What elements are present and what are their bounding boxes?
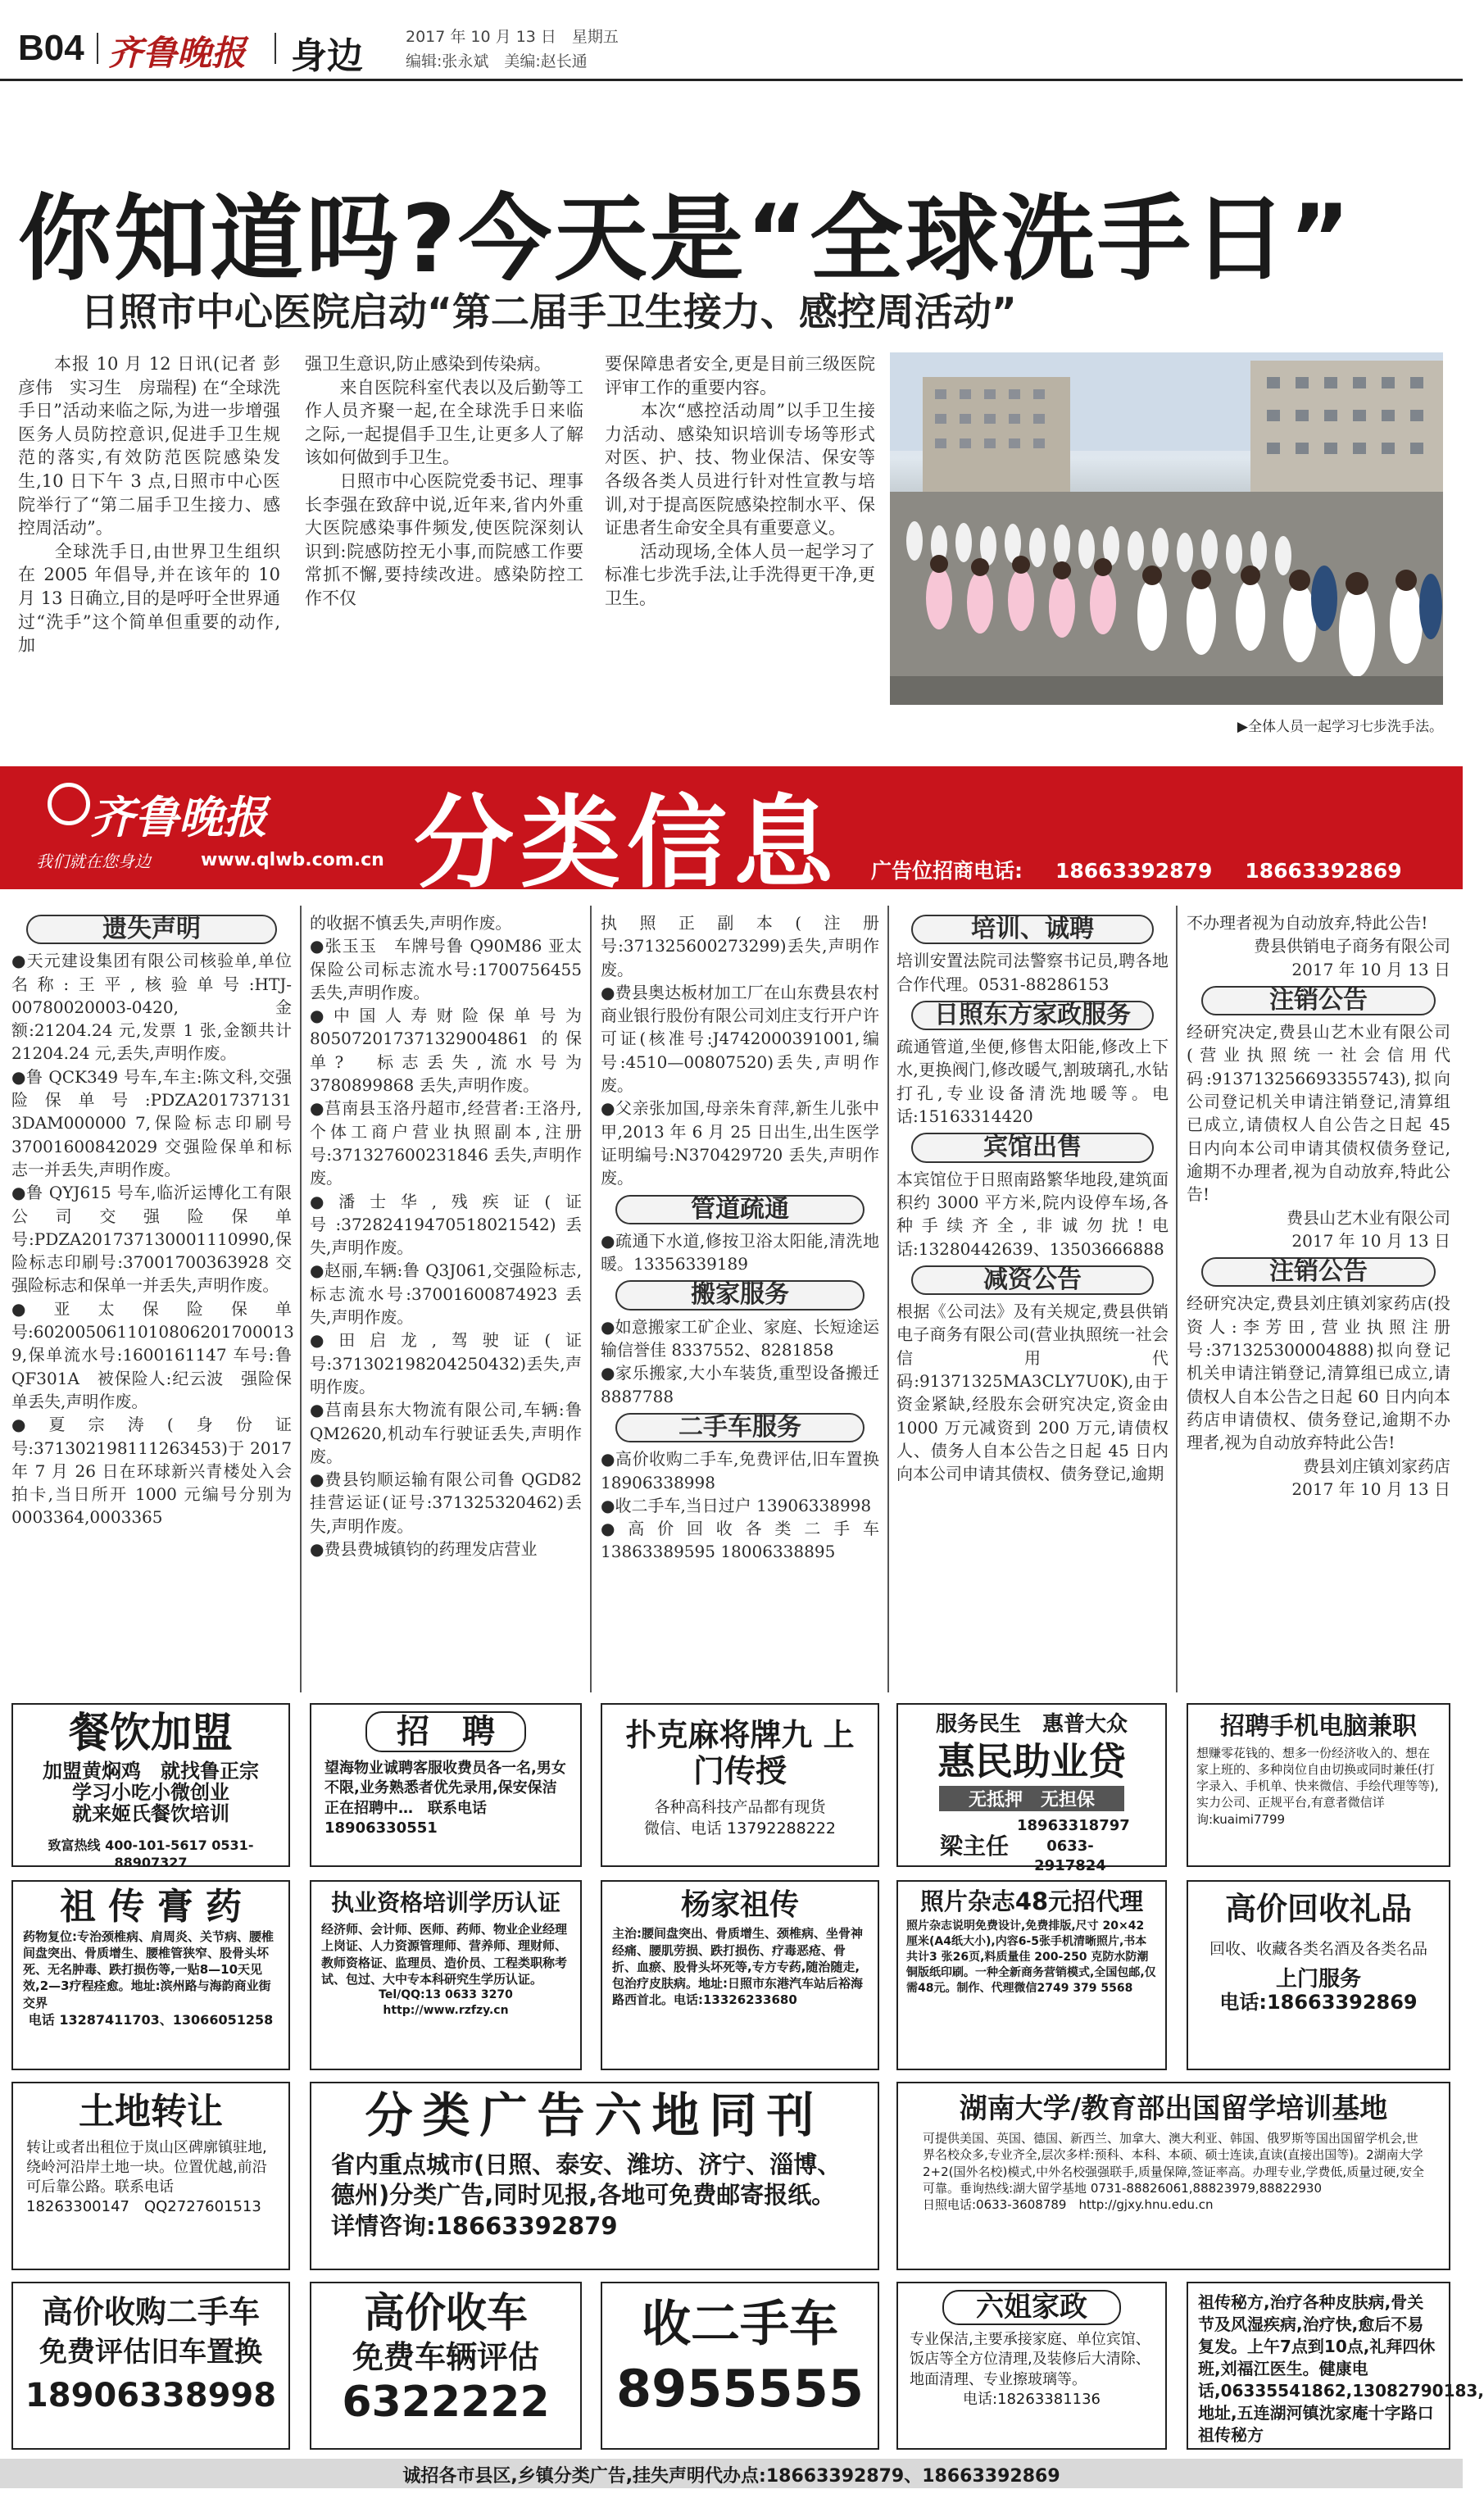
ad-phone: 致富热线 400-101-5617 0531-88907327 xyxy=(48,1837,254,1871)
notice-signature: 费县刘庄镇刘家药店 xyxy=(1303,1456,1450,1476)
list-item: ●收二手车,当日过户 13906338998 xyxy=(601,1495,872,1515)
banner-slogan: 我们就在您身边 xyxy=(36,852,151,871)
ad-body: 可提供美国、英国、德国、新西兰、加拿大、澳大利亚、韩国、俄罗斯等国出国留学机会,世界名校众多,专业齐全,层次多样:预科、本科、本硕、硕士连读,直读(直接出国等)。2湖南大学2+2(国外名校)模式,中外名校强强联手,质量保障,签证率高。办理专业,学费低,质量过硬,安全可靠。垂询热线:湖大留学基地 0731-88826061,88823979,88822930 xyxy=(923,2131,1424,2196)
ad-title: 高价回收礼品 xyxy=(1224,1891,1412,1927)
ad-part-time-job[interactable] xyxy=(1187,1703,1450,1867)
list-item: ●亚太保险保单号:6020050611010806201700013 9,保单流水号:1600161147 车号:鲁 QF301A 被保险人:纪云波 强险保单丢失,声明作废。 xyxy=(11,1298,294,1411)
list-item: 根据《公司法》及有关规定,费县供销电子商务有限公司(营业执照统一社会信用代码:91371325MA3CLY7U0K),由于资金紧缺,经股东会研究决定,资金由 1000 万元减资到 200 万元,请债权人、债务人自本公告之日起 45 日内向本公司申请其债权、债务登记,逾期 xyxy=(896,1301,1169,1484)
article-column-3: 要保障患者安全,更是目前三级医院评审工作的重要内容。 本次“感控活动周”以手卫生接力活动、感染知识培训专场等形式对医、护、技、物业保洁、保安等各级各类人员进行针对性宣教与培训,对于提高医院感染控制水平、保证患者生命安全具有重要意义。 活动现场,全体人员一起学习了标准七步洗手法,让手洗得更干净,更卫生。 xyxy=(605,354,875,608)
pipe-cleaning-heading: 管道疏通 xyxy=(615,1195,865,1224)
list-item: ●潘士华,残疾证(证号:37282419470518021542)丢失,声明作废。 xyxy=(310,1191,582,1258)
hotel-sale-heading: 宾馆出售 xyxy=(911,1133,1154,1162)
notice-signature: 费县山艺木业有限公司 xyxy=(1287,1207,1450,1228)
list-item: 的收据不慎丢失,声明作废。 xyxy=(310,913,512,933)
list-item: ●中国人寿财险保单号为 805072017371329004861 的保单? 标志丢失,流水号为 3780899868 丢失,声明作废。 xyxy=(310,1006,582,1096)
ad-phone: 电话:18263381136 xyxy=(962,2390,1101,2408)
ad-car-purchase[interactable] xyxy=(310,2282,582,2450)
phone-label: 广告位招商电话: xyxy=(871,859,1023,883)
ad-title: 祖 传 膏 药 xyxy=(60,1886,242,1928)
ad-body: 专业保洁,主要承接家庭、单位宾馆、饭店等全方位清理,及装修后大清除、地面清理、专业擦玻璃等。 xyxy=(910,2331,1150,2388)
ad-line: 免费车辆评估 xyxy=(352,2338,539,2375)
used-car-heading: 二手车服务 xyxy=(615,1413,865,1442)
header-rule xyxy=(0,79,1463,81)
notice-date: 2017 年 10 月 13 日 xyxy=(1291,959,1450,979)
list-item: 疏通管道,坐便,修售太阳能,修改上下水,更换阀门,修改暖气,割玻璃孔,水钻打孔,专业设备清洗地暖等。电话:15163314420 xyxy=(896,1037,1169,1127)
ad-study-abroad[interactable] xyxy=(896,2082,1450,2270)
article-subhead: 日照市中心医院启动“第二届手卫生接力、感控周活动” xyxy=(80,290,1017,335)
ad-title: 招聘手机电脑兼职 xyxy=(1220,1712,1417,1741)
list-item: ●鲁 QYJ615 号车,临沂运博化工有限公司交强险保单号:PDZA201737130001110990,保险标志印刷号:37001700363928 交强险标志和保单一并丢失,声明作废。 xyxy=(11,1183,292,1296)
ad-phone: 微信、电话 13792288222 xyxy=(643,1819,836,1838)
notice-date: 2017 年 10 月 13 日 xyxy=(1291,1479,1450,1499)
ad-title: 杨家祖传 xyxy=(680,1888,799,1922)
ad-title: 扑克麻将牌九 上门传授 xyxy=(625,1717,855,1789)
list-item: 执照正副本(注册号:371325600273299)丢失,声明作废。 xyxy=(601,913,879,979)
banner-phone xyxy=(871,855,1402,884)
phone-1: 18663392879 xyxy=(1055,859,1213,883)
housekeeping-heading: 日照东方家政服务 xyxy=(911,1001,1154,1030)
ad-line: 加盟黄焖鸡 就找鲁正宗 xyxy=(43,1759,259,1783)
list-item: ●莒南县东大物流有限公司,车辆:鲁 QM2620,机动车行驶证丢失,声明作废。 xyxy=(310,1400,582,1466)
list-item: ●疏通下水道,修按卫浴太阳能,清洗地暖。13356339189 xyxy=(601,1230,879,1274)
ad-phone: 18906338998 xyxy=(25,2377,277,2415)
ad-line: 服务民生 惠普大众 xyxy=(935,1712,1128,1737)
ad-mahjong-teaching[interactable] xyxy=(601,1703,879,1867)
ad-second-hand-car[interactable] xyxy=(601,2282,879,2450)
ad-phone: 电话 13287411703、13066051258 xyxy=(28,2011,274,2028)
classified-column-2 xyxy=(310,911,582,1698)
ad-title: 餐饮加盟 xyxy=(69,1709,233,1756)
deregistration-heading: 注销公告 xyxy=(1201,1257,1436,1287)
ad-body: 回收、收藏各类名酒及各类名品 xyxy=(1209,1939,1427,1958)
ad-line: 上门服务 xyxy=(1275,1967,1361,1992)
article-photo xyxy=(890,352,1443,705)
classified-column-4 xyxy=(896,910,1169,1697)
list-item: ●夏宗涛(身份证号:371302198111263453)于 2017 年 7 月 26 日在环球新兴青楼处入会拍卡,当日所开 1000 元编号分别为 0003364,0003365 xyxy=(11,1415,292,1528)
ad-land-transfer[interactable] xyxy=(11,2082,290,2270)
moving-service-heading: 搬家服务 xyxy=(615,1280,865,1310)
ad-family-remedy[interactable] xyxy=(601,1880,879,2070)
ad-body: 望海物业诚聘客服收费员各一名,男女不限,业务熟悉者优先录用,保安保洁正在招聘中… 联系电话 18906330551 xyxy=(324,1760,566,1837)
list-item: ●鲁 QCK349 号车,车主:陈文科,交强险保单号:PDZA201737131 3DAM000000 7,保险标志印刷号 37001600842029 交强险保单和标志一并丢失,声明作废。 xyxy=(11,1066,292,1179)
article-column-2: 强卫生意识,防止感染到传染病。 来自医院科室代表以及后勤等工作人员齐聚一起,在全球洗手日来临之际,一起提倡手卫生,让更多人了解该如何做到手卫生。 日照市中心医院党委书记、理事长李强在致辞中说,近年来,省内外重大医院感染事件频发,使医院深刻认识到:院感防控无小事,而院感工作要常抓不懈,要持续改进。感染防控工作不仅 xyxy=(305,354,583,608)
phone-2: 18663392869 xyxy=(1245,859,1402,883)
ad-title: 照片杂志48元招代理 xyxy=(919,1887,1144,1915)
ad-phone: 电话:18663392869 xyxy=(1219,1990,1418,2014)
ad-skin-remedy[interactable] xyxy=(1187,2282,1484,2450)
column-rule xyxy=(300,906,302,1692)
ad-body: 主治:腰间盘突出、骨质增生、颈椎病、坐骨神经痛、腰肌劳损、跌打损伤、疗毒恶疮、骨折、血瘀、股骨头坏死等,专方专药,随治随走,包治疗皮肤病。地址:日照市东港汽车站后裕海路西首北。电话:13326233680 xyxy=(612,1926,864,2008)
ad-title: 高价收车 xyxy=(364,2289,528,2337)
ad-body: 祖传秘方,治疗各种皮肤病,骨关节及风湿疾病,治疗快,愈后不易复发。上午7点到10点,礼拜四休班,刘福江医生。健康电话,06335541862,13082790183,地址,五连湖河镇沈家庵十字路口祖传秘方 xyxy=(1198,2292,1484,2445)
article-headline: 你知道吗?今天是“全球洗手日” xyxy=(18,184,1353,293)
list-item: 经研究决定,费县山艺木业有限公司(营业执照统一社会信用代码:913713256693355743),拟向公司登记机关申请注销登记,清算组已成立,请债权人自公告之日起 45 日内向本公司申请其债权债务登记,逾期不办理者,视为自动放弃,特此公告! xyxy=(1187,1022,1450,1205)
deregistration-heading: 注销公告 xyxy=(1201,986,1436,1015)
newspaper-brand: 齐鲁晚报 xyxy=(108,33,247,73)
list-item: ●田启龙,驾驶证(证号:371302198204250432)丢失,声明作废。 xyxy=(310,1330,582,1397)
ad-body: 照片杂志说明免费设计,免费排版,尺寸 20×42 厘米(A4纸大小),内容6-5张手机清晰照片,书本共计3 张26页,料质量佳 200-250 克防水防潮铜版纸印刷。一种全新商务营销模式,全国包邮,仅需48元。制作、代理微信2749 379 5568 xyxy=(906,1919,1156,1995)
list-item: 培训安置法院司法警察书记员,聘各地合作代理。0531-88286153 xyxy=(896,951,1169,994)
ad-certification-training[interactable] xyxy=(310,1880,582,2070)
list-item: ●费县奥达板材加工厂在山东费县农村商业银行股份有限公司刘庄支行开户许可证(核准号:J4742000391001,编号:4510—00807520)丢失,声明作废。 xyxy=(601,982,879,1096)
ad-title: 土地转让 xyxy=(79,2091,223,2133)
notice-signature: 费县供销电子商务有限公司 xyxy=(1254,936,1450,956)
ad-body: 想赚零花钱的、想多一份经济收入的、想在家上班的、多种岗位自由切换或同时兼任(打字录入、手机单、快来微信、手绘代理等等),实力公司、正规平台,有意者微信详询:kuaimi7799 xyxy=(1196,1745,1439,1827)
page-number: B04 xyxy=(18,28,84,68)
list-item: 本宾馆位于日照南路繁华地段,建筑面积约 3000 平方米,院内设停车场,各种手续齐全,非诚勿扰!电话:13280442639、13503666888 xyxy=(896,1169,1169,1259)
classified-banner xyxy=(0,766,1463,902)
editors: 编辑:张永斌 美编:赵长通 xyxy=(406,52,588,70)
list-item: ●莒南县玉洛丹超市,经营者:王洛丹,个体工商户营业执照副本,注册号:371327600231846 丢失,声明作废。 xyxy=(310,1098,582,1188)
ad-used-car-purchase[interactable] xyxy=(11,2282,290,2450)
ad-title: 湖南大学/教育部出国留学培训基地 xyxy=(959,2092,1388,2125)
ad-body: 药物复位:专治颈椎病、肩周炎、关节病、腰椎间盘突出、骨质增生、腰椎管狭窄、股骨头坏死、无名肿毒、跌打损伤等,一贴8—10天见效,2—3疗程痊愈。地址:滨州路与海韵商业街交界 xyxy=(23,1928,275,2010)
list-item: ●张玉玉 车牌号鲁 Q90M86 亚太保险公司标志流水号:1700756455 丢失,声明作废。 xyxy=(310,936,582,1002)
ad-phone: 日照电话:0633-3608789 http://gjxy.hnu.edu.cn xyxy=(923,2197,1214,2213)
ad-title: 高价收购二手车 xyxy=(41,2294,260,2330)
notice-date: 2017 年 10 月 13 日 xyxy=(1291,1230,1450,1251)
lost-notice-heading: 遗失声明 xyxy=(26,915,277,944)
ad-contact-name: 梁主任 xyxy=(939,1832,1009,1860)
issue-date: 2017 年 10 月 13 日 星期五 xyxy=(406,28,619,46)
footer-notice: 诚招各市县区,乡镇分类广告,挂失声明代办点:18663392879、18663392869 xyxy=(0,2459,1463,2488)
ad-loan[interactable] xyxy=(896,1703,1167,1875)
list-item: ●高价收购二手车,免费评估,旧车置换 18906338998 xyxy=(601,1449,879,1492)
list-item: ●天元建设集团有限公司核验单,单位名称:王平,核验单号:HTJ-00780020003-0420,金额:21204.24 元,发票 1 张,金额共计 21204.24 元,丢失,声明作废。 xyxy=(11,951,292,1064)
column-rule xyxy=(887,906,889,1692)
ad-body: 经济师、会计师、医师、药师、物业企业经理上岗证、人力资源管理师、营养师、理财师、教师资格证、监理员、造价员、工程类职称考试、包过、大中专本科研究生学历认证。 xyxy=(321,1922,568,1987)
ad-photo-magazine[interactable] xyxy=(896,1880,1167,2070)
section-title: 身边 xyxy=(291,35,363,77)
ad-line: 无抵押 无担保 xyxy=(939,1786,1124,1811)
ad-phone: 18963318797 0633-2917824 xyxy=(1017,1817,1130,1875)
banner-url[interactable]: www.qlwb.com.cn xyxy=(201,850,384,870)
ad-title: 六姐家政 xyxy=(942,2290,1121,2325)
ad-body: 省内重点城市(日照、泰安、潍坊、济宁、淄博、德州)分类广告,同时见报,各地可免费邮寄报纸。详情咨询:18663392879 xyxy=(331,2150,842,2241)
list-item: ●赵丽,车辆:鲁 Q3J061,交强险标志,标志流水号:37001600874923 丢失,声明作废。 xyxy=(310,1261,582,1328)
brand-logo-icon xyxy=(48,783,90,825)
list-item: ●父亲张加国,母亲朱育萍,新生儿张中甲,2013 年 6 月 25 日出生,出生医学证明编号:N370429720 丢失,声明作废。 xyxy=(601,1098,879,1188)
header-divider xyxy=(97,33,98,64)
column-rule xyxy=(590,906,592,1692)
ad-title: 执业资格培训学历认证 xyxy=(330,1889,560,1916)
classified-column-1 xyxy=(11,910,292,1697)
ad-phone: 8955555 xyxy=(616,2359,864,2419)
handwashing-crowd-photo xyxy=(890,352,1443,705)
list-item: 经研究决定,费县刘庄镇刘家药店(投资人:李芳田,营业执照注册号:371325300004888)拟向登记机关申请注销登记,清算组已成立,请债权人自本公告之日起 60 日内向本药店申请债权、债务登记,逾期不办理者,视为自动放弃特此公告! xyxy=(1187,1293,1450,1453)
ad-line: 免费评估旧车置换 xyxy=(39,2335,262,2369)
ad-plaster-medicine[interactable] xyxy=(11,1880,290,2070)
ad-line: 学习小吃小微创业 xyxy=(72,1780,229,1804)
training-heading: 培训、诚聘 xyxy=(911,915,1154,944)
ad-title: 惠民助业贷 xyxy=(937,1738,1126,1783)
ad-body: 各种高科技产品都有现货 xyxy=(654,1798,826,1817)
ad-title: 收二手车 xyxy=(642,2296,838,2353)
list-item: ●费县费城镇钧的药理发店营业 xyxy=(310,1539,538,1560)
banner-brand: 齐鲁晚报 xyxy=(90,791,267,843)
capital-reduction-heading: 减资公告 xyxy=(911,1265,1154,1295)
ad-body: 转让或者出租位于岚山区碑廓镇驻地,绕岭河沿岸土地一块。位置优越,前沿可后靠公路。联系电话 18263300147 QQ2727601513 xyxy=(26,2138,267,2216)
ad-phone: 6322222 xyxy=(342,2378,550,2428)
ad-gift-recycling[interactable] xyxy=(1187,1880,1450,2070)
article-column-1: 本报 10 月 12 日讯(记者 彭彦伟 实习生 房瑞程) 在“全球洗手日”活动来临之际,为进一步增强医务人员防控意识,促进手卫生规范的落实,有效防范医院感染发生,10 日下午 3 点,日照市中心医院举行了“第二届手卫生接力、感控周活动”。 全球洗手日,由世界卫生组织在 2005 年倡导,并在该年的 10 月 13 日确立,目的是呼吁全世界通过“洗手”这个简单但重要的动作,加 xyxy=(18,354,280,656)
ad-title: 招 聘 xyxy=(365,1711,526,1752)
list-item: ●家乐搬家,大小车装货,重型设备搬迁 8887788 xyxy=(601,1363,879,1406)
classified-column-5 xyxy=(1187,911,1450,1698)
header-divider xyxy=(275,33,276,64)
ad-recruitment[interactable] xyxy=(310,1703,582,1867)
list-item: ●如意搬家工矿企业、家庭、长短途运输信誉佳 8337552、8281858 xyxy=(601,1316,879,1360)
banner-title: 分类信息 xyxy=(414,785,840,902)
ad-title: 分类广告六地同刊 xyxy=(365,2087,824,2143)
ad-line: 就来姬氏餐饮培训 xyxy=(72,1802,229,1826)
ad-phone: Tel/QQ:13 0633 3270 http://www.rzfzy.cn xyxy=(379,1988,524,2018)
column-rule xyxy=(1176,906,1178,1692)
classified-column-3 xyxy=(601,911,879,1698)
list-item: ●高价回收各类二手车 13863389595 18006338895 xyxy=(601,1519,879,1562)
ad-classified-six-cities[interactable] xyxy=(310,2082,879,2270)
list-item: 不办理者视为自动放弃,特此公告! xyxy=(1187,913,1428,933)
list-item: ●费县钧顺运输有限公司鲁 QGD82 挂营运证(证号:371325320462)丢失,声明作废。 xyxy=(310,1469,582,1536)
ad-catering-franchise[interactable] xyxy=(11,1703,290,1871)
photo-caption: ▶全体人员一起学习七步洗手法。 xyxy=(1237,719,1443,735)
ad-housekeeping[interactable] xyxy=(896,2282,1167,2450)
